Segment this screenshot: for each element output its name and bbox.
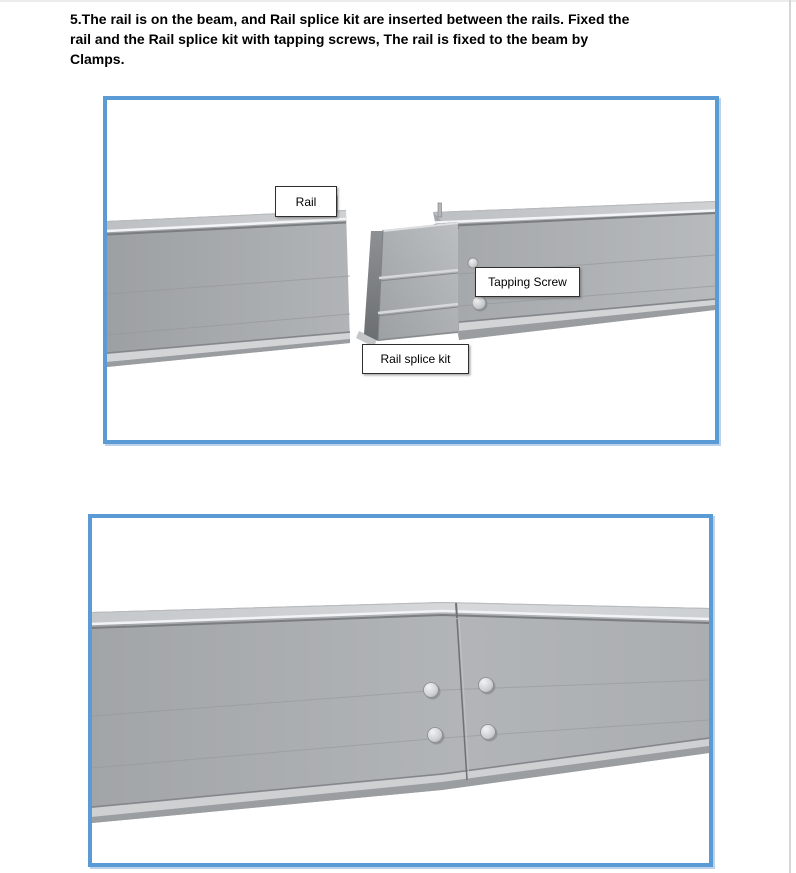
figure-rail-joined [88,514,713,867]
figure-rail-splice-exploded [103,96,719,444]
rail-splice-illustration [107,100,715,440]
heading-line-1: 5.The rail is on the beam, and Rail splice kit are inserted between the rails. Fixed the [70,11,630,27]
tapping-screw [473,297,488,312]
left-rail [107,196,350,367]
page-top-edge-line [0,0,796,2]
tapping-screw-label: Tapping Screw [475,267,580,297]
heading-line-2: rail and the Rail splice kit with tapping screws, The rail is fixed to the beam by [70,31,589,47]
rail-label: Rail [275,186,337,217]
splice-kit-front-face [378,222,458,341]
rail-splice-kit-label: Rail splice kit [362,344,469,374]
heading-line-3: Clamps. [70,51,125,67]
joined-rail [92,602,709,823]
rail-splice-kit [356,222,458,347]
page-right-edge-line [789,0,791,873]
step-heading [70,9,629,69]
joined-rail-illustration [92,518,709,863]
right-rail-top-lip [438,203,442,217]
